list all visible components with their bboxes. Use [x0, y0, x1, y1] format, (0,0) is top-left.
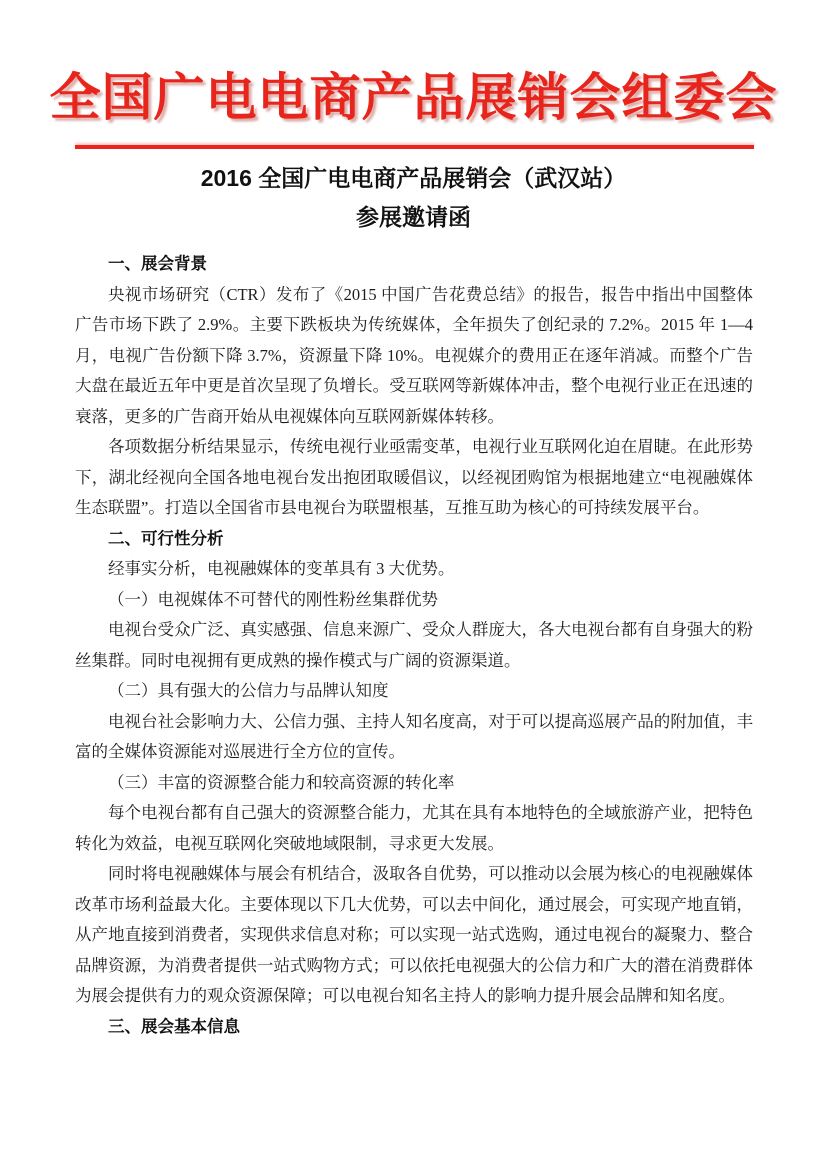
paragraph: 每个电视台都有自己强大的资源整合能力，尤其在具有本地特色的全域旅游产业，把特色转化为效益，电视互联网化突破地域限制，寻求更大发展。 — [75, 803, 753, 853]
paragraph: 电视台受众广泛、真实感强、信息来源广、受众人群庞大，各大电视台都有自身强大的粉丝集群。同时电视拥有更成熟的操作模式与广阔的资源渠道。 — [75, 620, 753, 670]
organizing-committee-title: 全国广电电商产品展销会组委会 — [49, 71, 778, 127]
section-heading-3: 三、展会基本信息 — [108, 1017, 240, 1036]
subpoint-2-title: （二）具有强大的公信力与品牌认知度 — [108, 681, 389, 700]
invitation-title: 参展邀请函 — [356, 204, 471, 230]
section-heading-1: 一、展会背景 — [108, 255, 207, 273]
paragraph: 电视台社会影响力大、公信力强、主持人知名度高，对于可以提高巡展产品的附加值，丰富的全媒体资源能对巡展进行全方位的宣传。 — [75, 711, 753, 761]
paragraph: 央视市场研究（CTR）发布了《2015 中国广告花费总结》的报告，报告中指出中国整体广告市场下跌了 2.9%。主要下跌板块为传统媒体，全年损失了创纪录的 7.2%。2015 年 1—4 月，电视广告份额下降 3.7%，资源量下降 10%。电视媒介的费用正在逐年消减。而整个广告大盘在最近五年中更是首次呈现了负增长。受互联网等新媒体冲击，整个电视行业正在迅速的衰落，更多的广告商开始从电视媒体向互联网新媒体转移。 — [75, 284, 753, 426]
subpoint-3-title: （三）丰富的资源整合能力和较高资源的转化率 — [108, 772, 455, 792]
subpoint-1-title: （一）电视媒体不可替代的刚性粉丝集群优势 — [108, 589, 438, 609]
header-divider-rule — [75, 145, 754, 149]
event-title: 2016 全国广电电商产品展销会（武汉站） — [200, 165, 627, 191]
paragraph: 同时将电视融媒体与展会有机结合，汲取各自优势，可以推动以会展为核心的电视融媒体改革市场利益最大化。主要体现以下几大优势，可以去中间化，通过展会，可实现产地直销，从产地直接到消费者，实现供求信息对称；可以实现一站式选购，通过电视台的凝聚力、整合品牌资源，为消费者提供一站式购物方式；可以依托电视强大的公信力和广大的潜在消费群体为展会提供有力的观众资源保障；可以电视台知名主持人的影响力提升展会品牌和知名度。 — [75, 864, 753, 1005]
paragraph: 经事实分析，电视融媒体的变革具有 3 大优势。 — [108, 559, 455, 578]
section-heading-2: 二、可行性分析 — [108, 529, 224, 548]
paragraph: 各项数据分析结果显示，传统电视行业亟需变革，电视行业互联网化迫在眉睫。在此形势下，湖北经视向全国各地电视台发出抱团取暖倡议，以经视团购馆为根据地建立“电视融媒体生态联盟”。打造以全国省市县电视台为联盟根基，互推互助为核心的可持续发展平台。 — [75, 437, 753, 517]
document-body — [75, 249, 753, 1042]
